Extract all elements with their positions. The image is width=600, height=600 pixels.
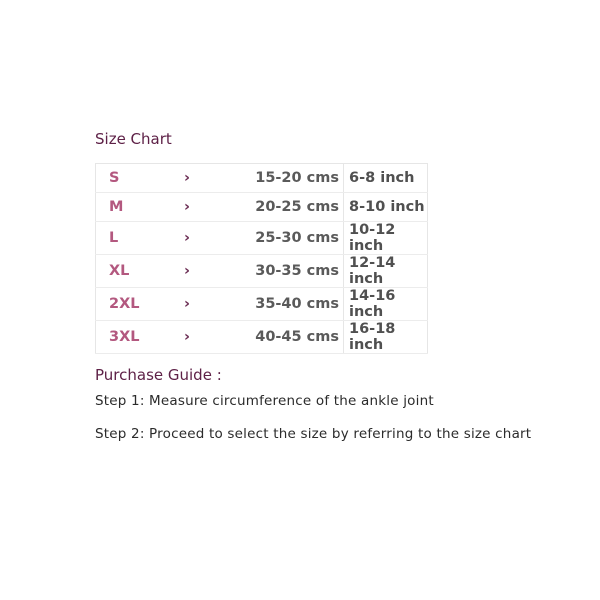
size-label: M (96, 193, 185, 222)
table-row (96, 288, 428, 321)
table-row (96, 193, 428, 222)
table-row (96, 222, 428, 255)
size-label: 2XL (96, 288, 185, 321)
purchase-step-1: Step 1: Measure circumference of the ankle joint (95, 393, 434, 409)
size-chart-title: Size Chart (95, 130, 172, 148)
chevron-right-icon: › (184, 288, 244, 321)
size-cms-value: 35-40 cms (244, 288, 344, 321)
size-inch-value: 16-18 inch (344, 321, 428, 354)
size-label: L (96, 222, 185, 255)
size-cms-value: 20-25 cms (244, 193, 344, 222)
size-label: 3XL (96, 321, 185, 354)
size-inch-value: 12-14 inch (344, 255, 428, 288)
size-label: XL (96, 255, 185, 288)
size-cms-value: 30-35 cms (244, 255, 344, 288)
chevron-right-icon: › (184, 255, 244, 288)
size-chart-table (95, 163, 428, 354)
size-cms-value: 25-30 cms (244, 222, 344, 255)
size-inch-value: 6-8 inch (344, 164, 428, 193)
size-inch-value: 8-10 inch (344, 193, 428, 222)
table-row (96, 321, 428, 354)
chevron-right-icon: › (184, 321, 244, 354)
chevron-right-icon: › (184, 193, 244, 222)
purchase-guide-title: Purchase Guide : (95, 366, 222, 384)
size-cms-value: 40-45 cms (244, 321, 344, 354)
chevron-right-icon: › (184, 164, 244, 193)
size-cms-value: 15-20 cms (244, 164, 344, 193)
chevron-right-icon: › (184, 222, 244, 255)
size-inch-value: 10-12 inch (344, 222, 428, 255)
size-inch-value: 14-16 inch (344, 288, 428, 321)
purchase-step-2: Step 2: Proceed to select the size by referring to the size chart (95, 426, 532, 442)
table-row (96, 164, 428, 193)
table-row (96, 255, 428, 288)
size-label: S (96, 164, 185, 193)
